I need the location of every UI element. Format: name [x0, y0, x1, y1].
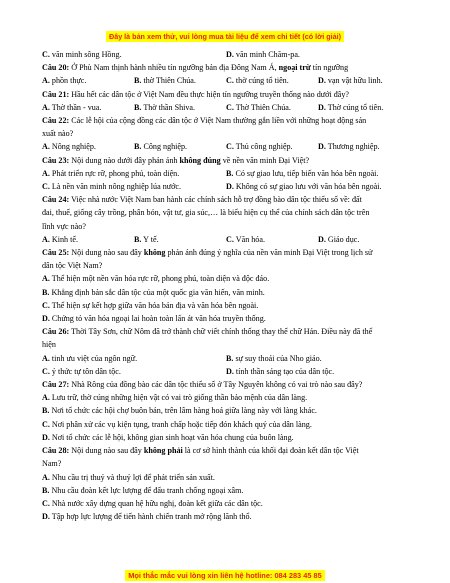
option-text: Thể hiện sự kết hợp giữa văn hóa bản địa và văn hóa bên ngoài.	[49, 300, 259, 310]
option-letter: B.	[134, 102, 142, 112]
option-text: Là nền văn minh nông nghiệp lúa nước.	[49, 182, 182, 192]
option-b	[134, 233, 226, 246]
option-text: Thờ Thiên Chúa.	[233, 102, 291, 112]
question-text: Việc nhà nước Việt Nam ban hành các chính sách hỗ trợ đồng bào dân tộc thiểu số về: đất	[69, 195, 362, 205]
option-text: Có sự giao lưu, tiếp biến văn hóa bên ngoài.	[233, 168, 379, 178]
option-text: ý thức tự tôn dân tộc.	[49, 366, 121, 376]
question-text: phản ánh đúng ý nghĩa của nền văn minh Đại Việt trong lịch sử	[165, 248, 373, 258]
question-text: về nền văn minh Đại Việt?	[220, 155, 310, 165]
option-text: Nơi tổ chức các hội chợ buôn bán, trên lâm hàng hoá giữa làng này với làng khác.	[49, 406, 317, 416]
option-text: Thờ cúng tổ tiên.	[325, 102, 384, 112]
question-emphasis: không đúng	[179, 155, 221, 165]
option-text: vạn vật hữu linh.	[325, 76, 383, 86]
question-text: Các lễ hội của cộng đồng các dân tộc ở Việt Nam thường gắn liền với những hoạt động sản	[69, 116, 367, 126]
question-21	[42, 88, 410, 101]
question-emphasis: ngoại trừ	[278, 63, 311, 73]
question-24-cont: lĩnh vực nào?	[42, 221, 86, 231]
question-25-cont: dân tộc Việt Nam?	[42, 261, 103, 271]
option-letter: A.	[42, 353, 50, 363]
question-20-options	[42, 74, 410, 87]
option-d	[226, 48, 410, 61]
question-23-options-ab	[42, 167, 410, 180]
option-text: văn minh sông Hồng.	[49, 50, 122, 59]
option-d	[226, 365, 410, 378]
option-d	[42, 510, 410, 523]
option-text: Nông nghiệp.	[49, 142, 96, 152]
question-25	[42, 246, 410, 259]
option-letter: A.	[42, 393, 50, 403]
option-letter: A.	[42, 76, 50, 86]
question-label: Câu 20:	[42, 63, 70, 73]
option-text: Văn hóa.	[233, 234, 265, 244]
option-letter: D.	[318, 234, 326, 244]
option-text: Nơi phân xử các vụ kiện tụng, tranh chấp hoặc tiếp đón khách quý của dân làng.	[49, 419, 312, 429]
question-26-options-cd	[42, 365, 410, 378]
option-text: sự suy thoái của Nho giáo.	[233, 353, 322, 363]
option-text: Nhu cầu đoàn kết lực lượng để đấu tranh chống ngoại xâm.	[49, 485, 244, 495]
option-letter: B.	[134, 142, 142, 152]
option-b	[42, 484, 410, 497]
option-d	[318, 74, 410, 87]
option-letter: C.	[42, 300, 50, 310]
option-c	[226, 74, 318, 87]
option-text: Thờ thần Shiva.	[141, 102, 196, 112]
option-text: Nhà nước xây dựng quan hệ hữu nghị, đoàn kết giữa các dân tộc.	[49, 498, 263, 508]
question-text: Hầu hết các dân tộc ở Việt Nam đều thực hiện tín ngưỡng truyền thống nào dưới đây?	[69, 89, 350, 99]
option-text: Phát triển rực rỡ, phong phú, toàn diện.	[49, 168, 180, 178]
question-label: Câu 26:	[42, 327, 70, 337]
option-b	[42, 404, 410, 417]
option-text: Thủ công nghiệp.	[233, 142, 293, 152]
option-text: Khẳng định bản sắc dân tộc của một quốc gia văn hiến, văn minh.	[49, 287, 265, 297]
option-c	[42, 180, 226, 193]
option-c	[42, 299, 410, 312]
question-22	[42, 114, 410, 127]
question-text: Nội dung nào sau đây	[69, 248, 144, 258]
preview-banner	[0, 26, 450, 44]
question-label: Câu 27:	[42, 380, 70, 390]
question-28-cont: Nam?	[42, 459, 62, 469]
option-text: Y tế.	[141, 234, 159, 244]
question-text: Nội dung nào sau đây	[69, 446, 144, 456]
option-a	[42, 352, 226, 365]
option-letter: A.	[42, 234, 50, 244]
question-text: tín ngưỡng	[310, 63, 349, 73]
option-letter: B.	[42, 406, 50, 416]
option-d	[42, 431, 410, 444]
option-letter: D.	[226, 366, 234, 376]
question-24-options	[42, 233, 410, 246]
option-text: Kinh tế.	[49, 234, 78, 244]
option-text: thờ Thiên Chúa.	[141, 76, 196, 86]
option-a	[42, 140, 134, 153]
option-letter: A.	[42, 274, 50, 284]
question-22-options	[42, 140, 410, 153]
option-letter: C.	[226, 102, 234, 112]
option-c	[42, 48, 226, 61]
question-label: Câu 28:	[42, 446, 70, 456]
option-letter: B.	[226, 353, 234, 363]
option-text: Công nghiệp.	[141, 142, 188, 152]
question-text: Thời Tây Sơn, chữ Nôm đã trở thành chữ viết chính thống thay thế chữ Hán. Điều này đã thể	[69, 327, 373, 337]
option-a	[42, 233, 134, 246]
option-text: phồn thực.	[49, 76, 87, 86]
question-label: Câu 24:	[42, 195, 70, 205]
hotline-banner	[0, 565, 450, 583]
option-a	[42, 391, 410, 404]
option-c	[42, 418, 410, 431]
option-letter: B.	[42, 287, 50, 297]
option-b	[226, 352, 410, 365]
question-text: Ở Phù Nam thịnh hành nhiều tín ngưỡng bản địa Đông Nam Á,	[69, 63, 279, 73]
option-text: Thể hiện một nền văn hóa rực rỡ, phong phú, toàn diện và độc đáo.	[49, 274, 270, 284]
option-text: Thương nghiệp.	[325, 142, 380, 152]
question-20	[42, 61, 410, 74]
question-text: Nội dung nào dưới đây phản ánh	[69, 155, 180, 165]
option-letter: D.	[42, 314, 50, 324]
option-text: Tập hợp lực lượng để tiến hành chiến tranh mở rộng lãnh thổ.	[49, 512, 252, 522]
option-letter: A.	[42, 168, 50, 178]
option-text: Lưu trữ, thờ cúng những hiện vật có vai trò giống thần bảo mệnh của dân làng.	[49, 393, 308, 403]
question-26-cont: hiện	[42, 340, 56, 350]
option-c	[226, 140, 318, 153]
option-a	[42, 74, 134, 87]
option-text: văn minh Chăm-pa.	[233, 50, 300, 59]
option-letter: C.	[42, 419, 50, 429]
question-21-options	[42, 101, 410, 114]
option-a	[42, 167, 226, 180]
option-text: tinh ưu việt của ngôn ngữ.	[49, 353, 138, 363]
option-letter: C.	[42, 366, 50, 376]
option-d	[318, 101, 410, 114]
option-c	[226, 101, 318, 114]
option-letter: D.	[318, 102, 326, 112]
option-b	[42, 286, 410, 299]
option-letter: C.	[226, 234, 234, 244]
question-28	[42, 444, 410, 457]
question-label: Câu 22:	[42, 116, 70, 126]
option-letter: B.	[42, 485, 50, 495]
option-letter: A.	[42, 102, 50, 112]
question-label: Câu 25:	[42, 248, 70, 258]
option-text: Nhu cầu trị thuỷ và thuỷ lợi để phát triển sản xuất.	[49, 472, 215, 482]
option-c	[226, 233, 318, 246]
hotline-banner-text: Mọi thắc mắc vui lòng xin liên hệ hotline: 084 283 45 85	[125, 570, 324, 581]
option-letter: A.	[42, 142, 50, 152]
question-emphasis: không	[143, 248, 166, 258]
option-a	[42, 471, 410, 484]
option-text: Thờ thần - vua.	[49, 102, 102, 112]
option-letter: D.	[226, 182, 234, 192]
question-26	[42, 325, 410, 338]
option-b	[134, 101, 226, 114]
option-text: Giáo dục.	[325, 234, 360, 244]
option-letter: D.	[318, 76, 326, 86]
option-text: Không có sự giao lưu với văn hóa bên ngoài.	[233, 182, 382, 192]
question-emphasis: không phải	[143, 446, 183, 456]
option-text: tính thần sáng tạo của dân tộc.	[233, 366, 335, 376]
question-label: Câu 21:	[42, 89, 70, 99]
question-23-options-cd	[42, 180, 410, 193]
question-26-options-ab	[42, 352, 410, 365]
preview-banner-text: Đây là bản xem thử, vui lòng mua tài liệu để xem chi tiết (có lời giải)	[106, 31, 344, 42]
question-23	[42, 154, 410, 167]
option-text: thờ cúng tổ tiên.	[233, 76, 289, 86]
option-a	[42, 272, 410, 285]
option-c	[42, 365, 226, 378]
question-text: Nhà Rông của đồng bào các dân tộc thiểu số ở Tây Nguyên không có vai trò nào sau đây?	[69, 380, 363, 390]
option-b	[226, 167, 410, 180]
option-letter: C.	[226, 142, 234, 152]
option-letter: B.	[134, 234, 142, 244]
option-text: Nơi tổ chức các lễ hội, không gian sinh hoạt văn hóa chung của buôn làng.	[49, 432, 294, 442]
option-letter: C.	[42, 498, 50, 508]
question-text: là cơ sở hình thành của khối đại đoàn kết dân tộc Việt	[182, 446, 359, 456]
option-letter: C.	[42, 182, 50, 192]
option-text: Chứng tỏ văn hóa ngoại lai hoàn toàn lấn át văn hóa truyền thống.	[49, 314, 266, 324]
question-24	[42, 193, 410, 206]
option-a	[42, 101, 134, 114]
option-d	[318, 233, 410, 246]
option-letter: D.	[42, 512, 50, 522]
option-letter: B.	[226, 168, 234, 178]
option-c	[42, 497, 410, 510]
option-letter: D.	[226, 50, 234, 59]
question-24-cont: đai, thuế, giống cây trồng, phân bón, vật tư, gia súc,… là biểu hiện cụ thể của chính sách dân tộc trên	[42, 208, 370, 218]
option-b	[134, 74, 226, 87]
option-letter: D.	[42, 432, 50, 442]
option-letter: D.	[318, 142, 326, 152]
option-d	[42, 312, 410, 325]
option-letter: C.	[226, 76, 234, 86]
option-d	[318, 140, 410, 153]
question-19-options	[42, 48, 410, 61]
document-body	[42, 48, 410, 523]
option-b	[134, 140, 226, 153]
question-label: Câu 23:	[42, 155, 70, 165]
option-letter: A.	[42, 472, 50, 482]
question-27	[42, 378, 410, 391]
option-letter: B.	[134, 76, 142, 86]
option-letter: C.	[42, 50, 50, 59]
option-d	[226, 180, 410, 193]
question-22-cont: xuất nào?	[42, 129, 74, 139]
